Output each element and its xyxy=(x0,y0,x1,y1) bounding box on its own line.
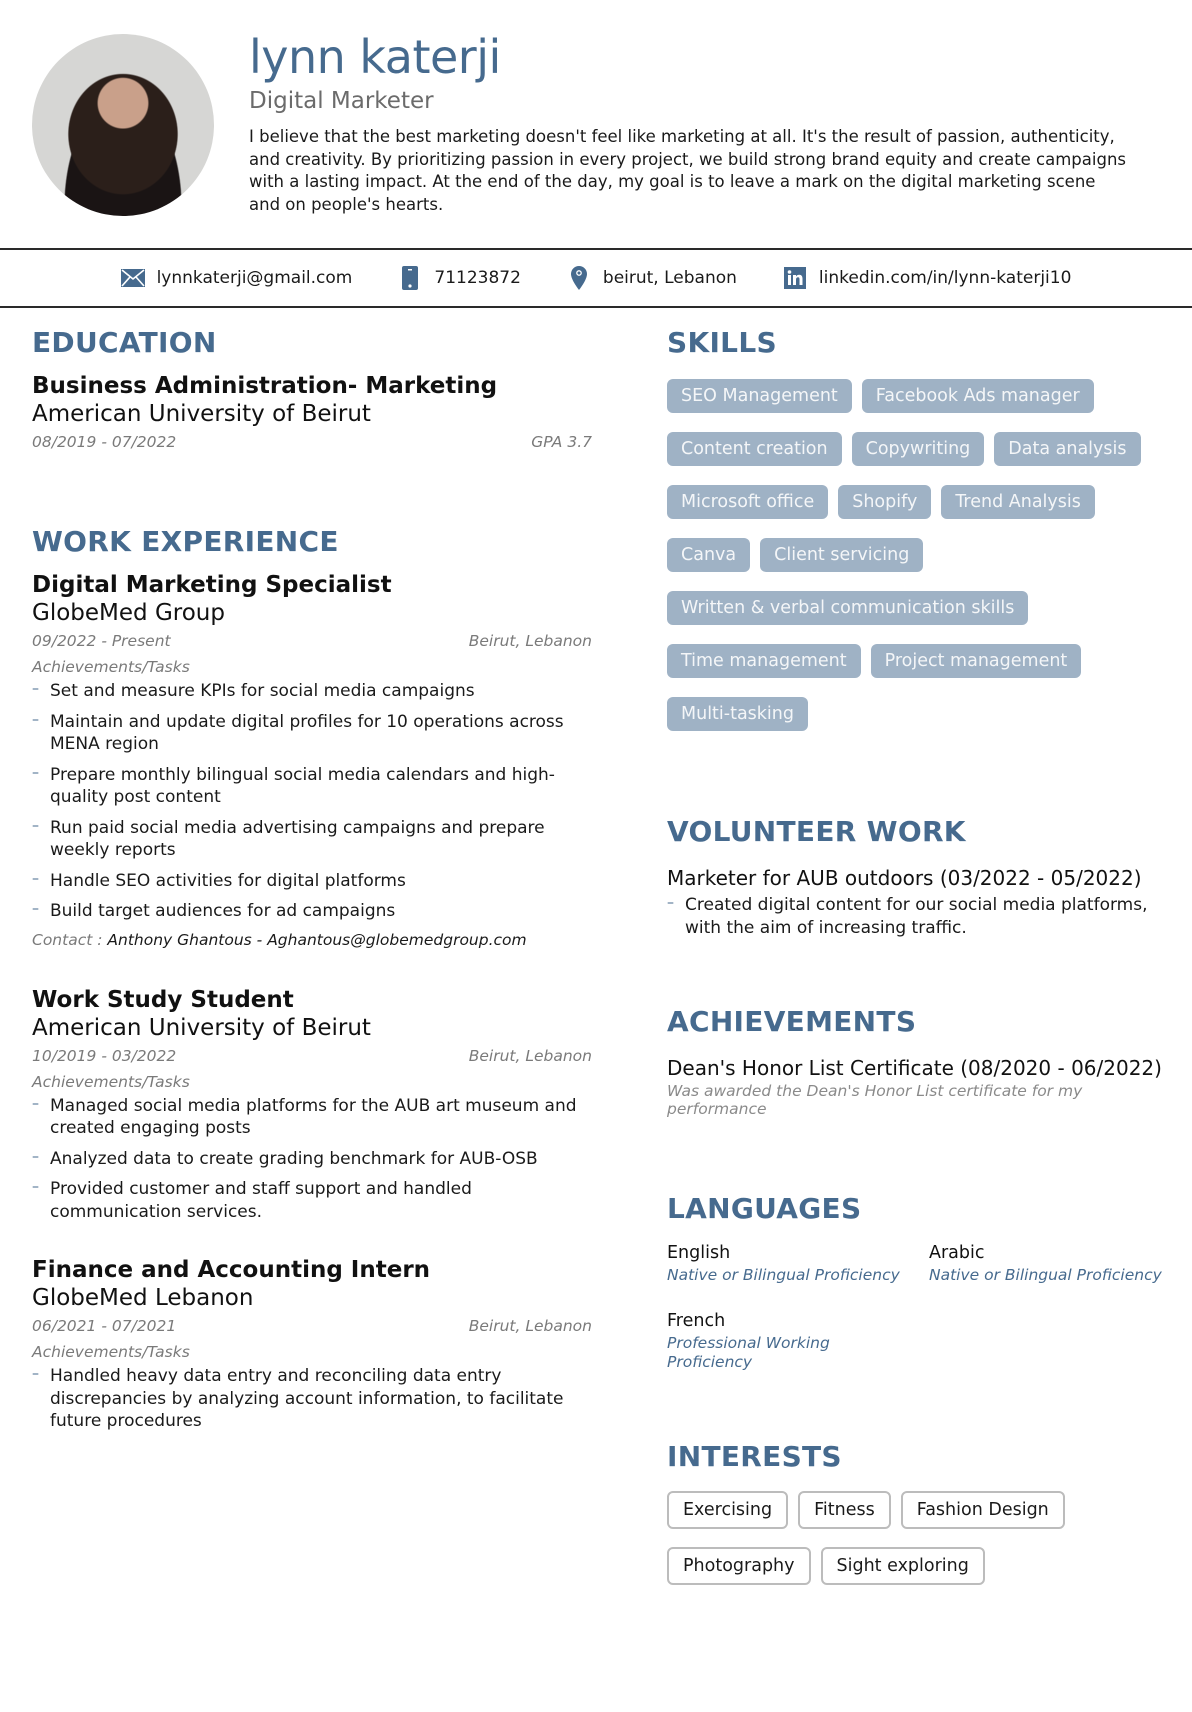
linkedin-icon xyxy=(783,266,807,290)
section-title-languages: LANGUAGES xyxy=(667,1192,862,1225)
skill-tag: Trend Analysis xyxy=(941,485,1095,519)
language-level: Native or Bilingual Proficiency xyxy=(929,1266,1162,1284)
task-item: – Managed social media platforms for the AUB art museum and created engaging posts xyxy=(32,1095,592,1140)
candidate-name: lynn katerji xyxy=(249,30,501,84)
achievement-name: Dean's Honor List Certificate (08/2020 - 06/2022) xyxy=(667,1056,1162,1080)
profile-photo xyxy=(32,34,214,216)
skill-tag: Content creation xyxy=(667,432,842,466)
job-org: GlobeMed Group xyxy=(32,600,225,626)
achievements-section xyxy=(667,1005,1167,1118)
section-title-education: EDUCATION xyxy=(32,326,217,359)
resume-header xyxy=(0,0,1192,248)
skill-tag: Shopify xyxy=(838,485,931,519)
education-gpa: GPA 3.7 xyxy=(531,433,592,451)
task-list xyxy=(32,1365,592,1433)
job-meta xyxy=(32,1317,592,1335)
task-list xyxy=(32,680,592,923)
language-item xyxy=(929,1243,1169,1285)
skill-tag: Time management xyxy=(667,644,861,678)
section-title-interests: INTERESTS xyxy=(667,1440,842,1473)
reference-label: Contact : xyxy=(32,930,103,949)
education-entry xyxy=(32,373,592,451)
job-meta xyxy=(32,1047,592,1065)
school: American University of Beirut xyxy=(32,401,371,427)
work-entry xyxy=(32,1257,592,1433)
job-dates: 09/2022 - Present xyxy=(32,632,171,650)
task-item: – Prepare monthly bilingual social media calendars and high-quality post content xyxy=(32,764,592,809)
summary: I believe that the best marketing doesn't feel like marketing at all. It's the result of passion, authenticity, and creativity. By prioritizing passion in every project, we build strong brand equity and create campaigns with a lasting impact. At the end of the day, my goal is to leave a mark on the digital marketing scene and on people's hearts. xyxy=(249,127,1127,214)
job-reference xyxy=(32,931,592,949)
job-dates: 06/2021 - 07/2021 xyxy=(32,1317,177,1335)
language-item xyxy=(667,1243,929,1285)
skill-tag: Copywriting xyxy=(852,432,985,466)
location-pin-icon xyxy=(567,266,591,290)
work-entry xyxy=(32,572,592,949)
section-title-skills: SKILLS xyxy=(667,326,777,359)
skill-tag: Microsoft office xyxy=(667,485,828,519)
education-meta xyxy=(32,433,592,451)
skill-tag: Project management xyxy=(871,644,1082,678)
language-name: French xyxy=(667,1311,726,1331)
education-section xyxy=(32,326,592,451)
skills-list xyxy=(667,379,1167,731)
location-text: beirut, Lebanon xyxy=(602,268,737,288)
language-item xyxy=(667,1311,837,1372)
interest-tag: Exercising xyxy=(667,1491,788,1529)
interest-tag: Photography xyxy=(667,1547,811,1585)
left-column xyxy=(32,326,592,1441)
section-title-work: WORK EXPERIENCE xyxy=(32,525,339,558)
interests-list xyxy=(667,1491,1167,1585)
section-title-achievements: ACHIEVEMENTS xyxy=(667,1005,917,1038)
skill-tag: Client servicing xyxy=(760,538,923,572)
section-title-volunteer: VOLUNTEER WORK xyxy=(667,815,966,848)
interest-tag: Fashion Design xyxy=(901,1491,1065,1529)
job-location: Beirut, Lebanon xyxy=(468,1317,592,1335)
skill-tag: Canva xyxy=(667,538,750,572)
contact-email[interactable] xyxy=(121,266,353,290)
task-item: – Set and measure KPIs for social media campaigns xyxy=(32,680,592,703)
phone-icon xyxy=(398,266,422,290)
volunteer-task-list xyxy=(667,894,1167,939)
contact-location xyxy=(567,266,737,290)
skill-tag: Facebook Ads manager xyxy=(862,379,1094,413)
skill-tag: Multi-tasking xyxy=(667,697,808,731)
skill-tag: SEO Management xyxy=(667,379,852,413)
work-entry xyxy=(32,987,592,1224)
task-item: – Handle SEO activities for digital platforms xyxy=(32,870,592,893)
education-dates: 08/2019 - 07/2022 xyxy=(32,433,177,451)
job-dates: 10/2019 - 03/2022 xyxy=(32,1046,177,1065)
task-item: – Build target audiences for ad campaigns xyxy=(32,900,592,923)
interests-section xyxy=(667,1440,1167,1585)
job-location: Beirut, Lebanon xyxy=(468,632,592,650)
task-item: – Analyzed data to create grading benchmark for AUB-OSB xyxy=(32,1148,592,1171)
job-title: Finance and Accounting Intern xyxy=(32,1257,431,1283)
language-name: English xyxy=(667,1243,731,1263)
phone-text: 71123872 xyxy=(434,268,521,288)
task-item: – Run paid social media advertising campaigns and prepare weekly reports xyxy=(32,817,592,862)
email-text: lynnkaterji@gmail.com xyxy=(156,268,353,288)
language-level: Professional Working Proficiency xyxy=(667,1334,830,1371)
language-level: Native or Bilingual Proficiency xyxy=(667,1266,900,1284)
contact-phone[interactable] xyxy=(398,266,521,290)
languages-list xyxy=(667,1243,1167,1372)
job-title: Work Study Student xyxy=(32,986,294,1013)
skill-tag: Written & verbal communication skills xyxy=(667,591,1028,625)
volunteer-section xyxy=(667,815,1167,939)
job-title: Digital Marketing Specialist xyxy=(32,572,392,598)
task-item: – Provided customer and staff support and handled communication services. xyxy=(32,1178,592,1223)
skills-section xyxy=(667,326,1167,731)
job-org: American University of Beirut xyxy=(32,1014,371,1041)
interest-tag: Sight exploring xyxy=(821,1547,985,1585)
job-org: GlobeMed Lebanon xyxy=(32,1285,254,1311)
tasks-label: Achievements/Tasks xyxy=(32,1343,190,1361)
language-name: Arabic xyxy=(929,1243,985,1263)
contact-linkedin[interactable] xyxy=(783,266,1072,290)
task-item: – Maintain and update digital profiles for 10 operations across MENA region xyxy=(32,711,592,756)
job-location: Beirut, Lebanon xyxy=(468,1046,592,1065)
task-item: – Handled heavy data entry and reconciling data entry discrepancies by analyzing account information, to facilitate future procedures xyxy=(32,1365,592,1433)
achievement-description: Was awarded the Dean's Honor List certificate for my performance xyxy=(667,1082,1083,1118)
job-meta xyxy=(32,632,592,650)
interest-tag: Fitness xyxy=(798,1491,891,1529)
tasks-label: Achievements/Tasks xyxy=(32,1072,190,1091)
candidate-role: Digital Marketer xyxy=(249,88,434,114)
degree: Business Administration- Marketing xyxy=(32,373,498,399)
skill-tag: Data analysis xyxy=(994,432,1140,466)
linkedin-text: linkedin.com/in/lynn-katerji10 xyxy=(818,268,1072,288)
work-section xyxy=(32,525,592,1433)
task-list xyxy=(32,1095,592,1224)
right-column xyxy=(667,326,1167,1585)
volunteer-role: Marketer for AUB outdoors (03/2022 - 05/2022) xyxy=(667,866,1142,890)
reference-value: Anthony Ghantous - Aghantous@globemedgroup.com xyxy=(107,930,527,949)
envelope-icon xyxy=(121,266,145,290)
tasks-label: Achievements/Tasks xyxy=(32,658,190,676)
contact-bar xyxy=(0,248,1192,308)
languages-section xyxy=(667,1192,1167,1372)
task-item: – Created digital content for our social media platforms, with the aim of increasing traffic. xyxy=(667,894,1167,939)
